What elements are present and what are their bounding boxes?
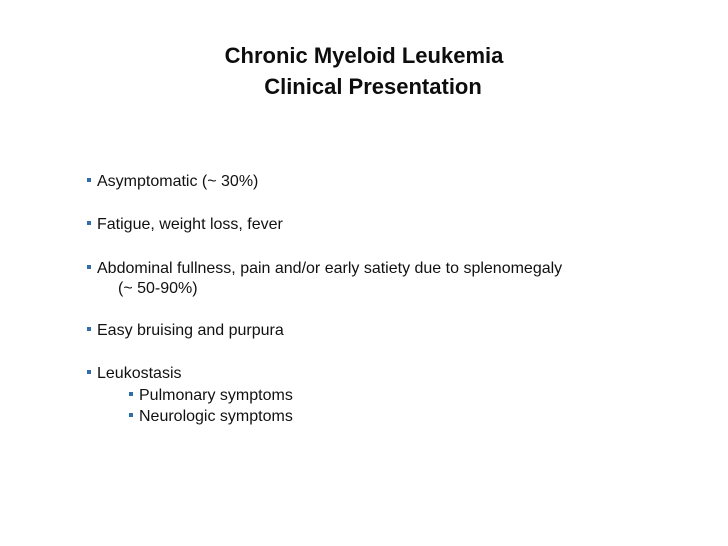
bullet-text-continuation: (~ 50-90%) — [118, 280, 198, 297]
bullet-item-abdominal — [87, 259, 562, 299]
slide-title — [0, 40, 728, 102]
bullet-item-fatigue — [87, 215, 283, 235]
bullet-text: Abdominal fullness, pain and/or early satiety due to splenomegaly — [97, 260, 563, 277]
bullet-item-leukostasis — [87, 364, 182, 384]
bullet-item-bruising — [87, 321, 284, 341]
bullet-text: Easy bruising and purpura — [97, 322, 284, 339]
sub-bullet-neurologic — [129, 407, 293, 427]
square-bullet-icon — [87, 221, 91, 225]
sub-bullet-text: Pulmonary symptoms — [139, 387, 293, 404]
bullet-text: Leukostasis — [97, 365, 182, 382]
title-line-2: Clinical Presentation — [264, 74, 482, 99]
title-line-1: Chronic Myeloid Leukemia — [224, 43, 504, 68]
square-bullet-icon — [87, 370, 91, 374]
square-bullet-icon — [129, 392, 133, 396]
sub-bullet-text: Neurologic symptoms — [139, 408, 293, 425]
bullet-text: Asymptomatic (~ 30%) — [97, 173, 259, 190]
square-bullet-icon — [87, 265, 91, 269]
bullet-text: Fatigue, weight loss, fever — [97, 216, 283, 233]
square-bullet-icon — [129, 413, 133, 417]
bullet-item-asymptomatic — [87, 172, 258, 192]
square-bullet-icon — [87, 327, 91, 331]
sub-bullet-pulmonary — [129, 386, 293, 406]
square-bullet-icon — [87, 178, 91, 182]
